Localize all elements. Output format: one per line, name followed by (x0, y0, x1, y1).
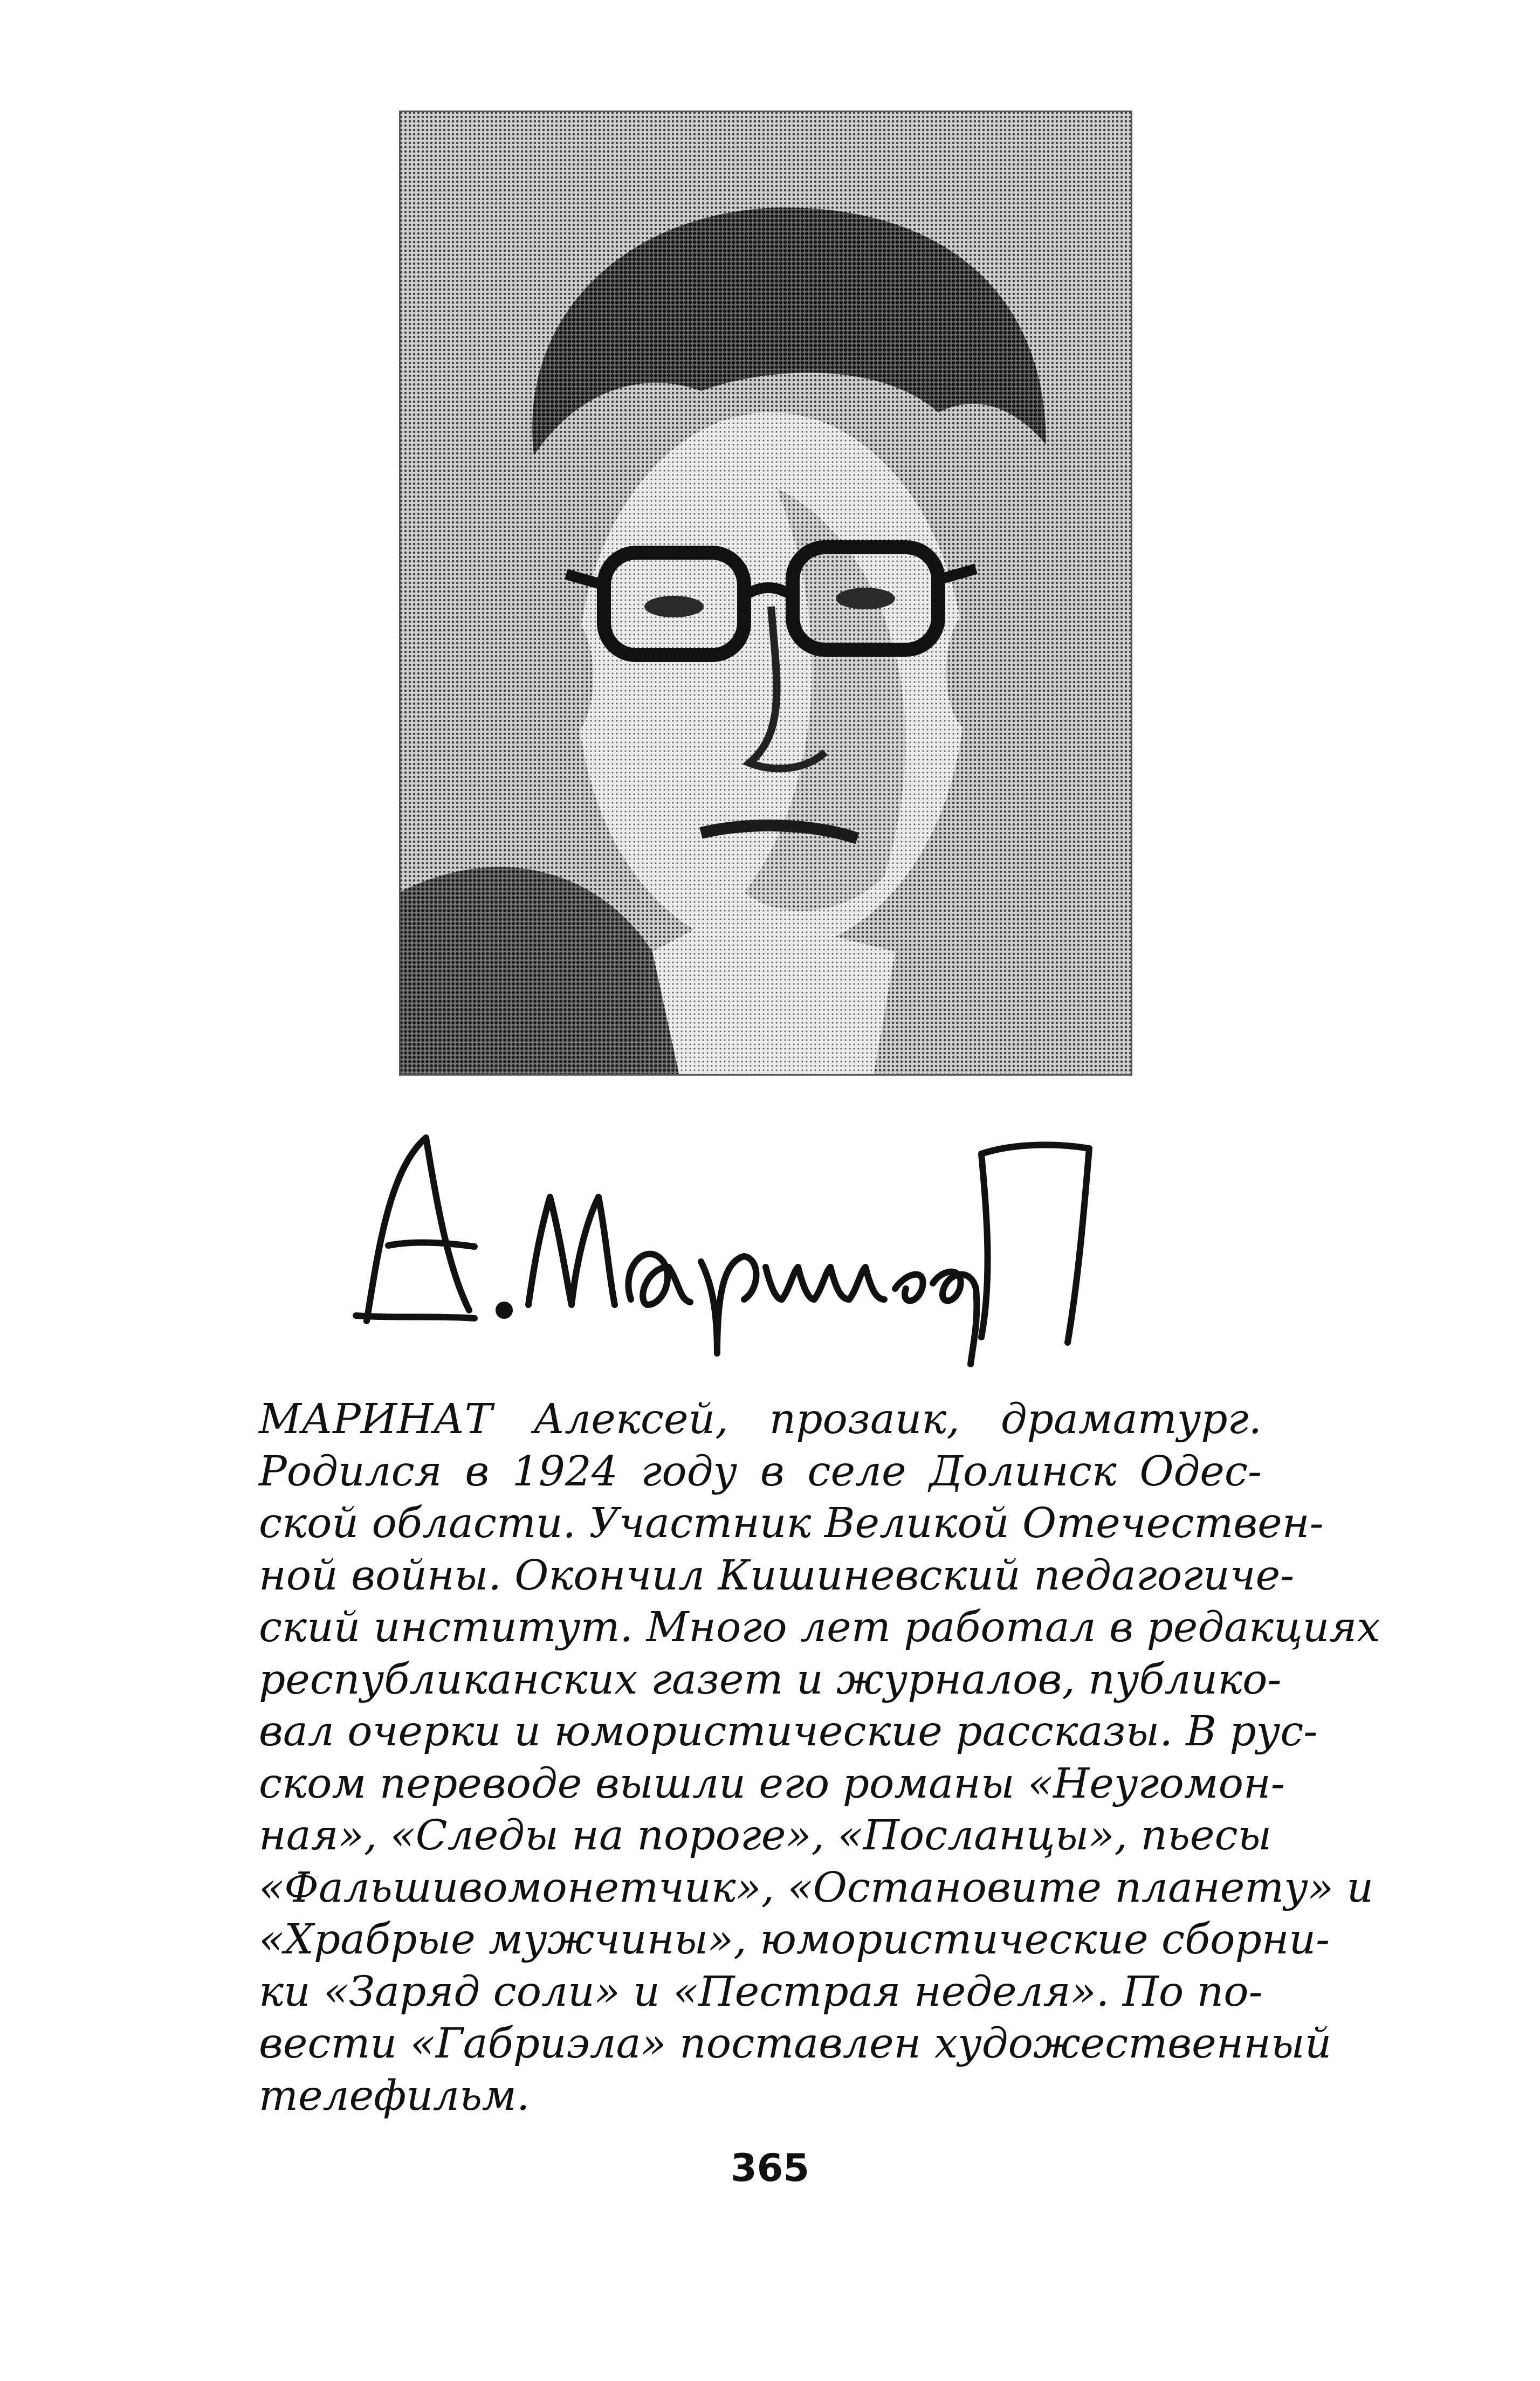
signature-image (345, 1105, 1165, 1386)
bio-line: МАРИНАТ Алексей, прозаик, драматург. (259, 1395, 1262, 1443)
portrait-photo-image (399, 111, 1132, 1076)
bio-line: ки «Заряд соли» и «Пестрая неделя». По по- (259, 1967, 1263, 2016)
bio-line: ная», «Следы на пороге», «Посланцы», пьесы (259, 1812, 1272, 1860)
bio-line: вал очерки и юмористические рассказы. В рус- (259, 1708, 1318, 1756)
bio-line: Родился в 1924 году в селе Долинск Одес- (259, 1447, 1262, 1496)
page-number: 365 (730, 2146, 810, 2190)
bio-line: республиканских газет и журналов, публико- (259, 1655, 1282, 1704)
bio-line: ский институт. Много лет работал в редакциях (259, 1604, 1380, 1651)
bio-line: телефильм. (259, 2072, 530, 2120)
bio-line: «Фальшивомонетчик», «Остановите планету» и (259, 1863, 1374, 1912)
bio-line: ской области. Участник Великой Отечествен- (259, 1499, 1324, 1547)
author-signature (345, 1105, 1165, 1386)
bio-line: ной войны. Окончил Кишиневский педагогиче- (259, 1551, 1295, 1600)
bio-line: вести «Габриэла» поставлен художественный (259, 2020, 1332, 2068)
bio-line: «Храбрые мужчины», юмористические сборни- (259, 1916, 1330, 1964)
author-biography (259, 1394, 1380, 2122)
bio-line: ском переводе вышли его романы «Неугомон- (259, 1759, 1285, 1808)
author-portrait (399, 111, 1132, 1076)
